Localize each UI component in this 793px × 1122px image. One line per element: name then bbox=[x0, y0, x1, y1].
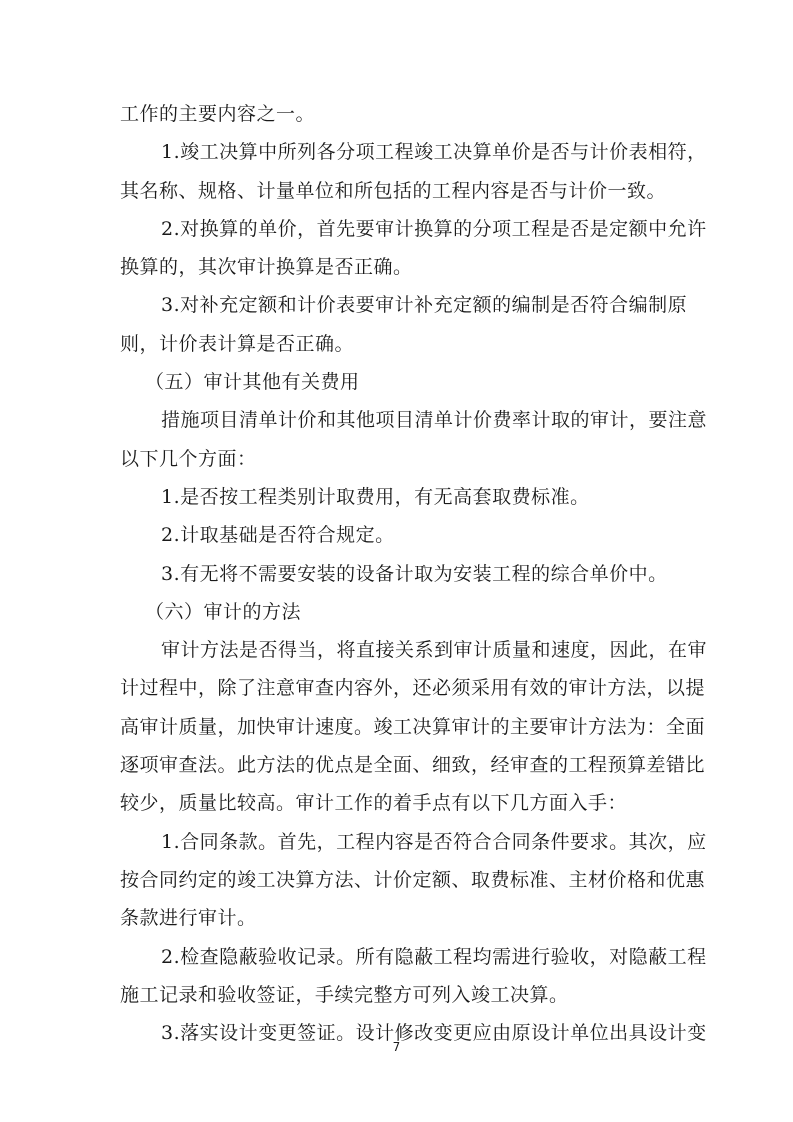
text-line: 逐项审查法。此方法的优点是全面、细致，经审查的工程预算差错比 bbox=[120, 754, 706, 777]
list-item-line: 2.计取基础是否符合规定。 bbox=[161, 524, 395, 547]
list-item-line: 2.对换算的单价，首先要审计换算的分项工程是否是定额中允许 bbox=[161, 217, 707, 240]
paragraph-start: 措施项目清单计价和其他项目清单计价费率计取的审计，要注意 bbox=[161, 409, 708, 432]
list-item-line: 1.合同条款。首先，工程内容是否符合合同条件要求。其次，应 bbox=[161, 830, 707, 853]
text-line: 以下几个方面： bbox=[120, 447, 257, 470]
text-line: 施工记录和验收签证，手续完整方可列入竣工决算。 bbox=[120, 983, 569, 1006]
text-line: 按合同约定的竣工决算方法、计价定额、取费标准、主材价格和优惠 bbox=[120, 868, 706, 891]
section-heading: （五）审计其他有关费用 bbox=[145, 371, 360, 394]
list-item-line: 3.对补充定额和计价表要审计补充定额的编制是否符合编制原 bbox=[161, 294, 688, 317]
text-line: 其名称、规格、计量单位和所包括的工程内容是否与计价一致。 bbox=[120, 179, 667, 202]
list-item-line: 3.落实设计变更签证。设计修改变更应由原设计单位出具设计变 bbox=[161, 1022, 707, 1045]
list-item-line: 1.竣工决算中所列各分项工程竣工决算单价是否与计价表相符， bbox=[161, 141, 707, 164]
text-line: 计过程中，除了注意审查内容外，还必须采用有效的审计方法，以提 bbox=[120, 677, 706, 700]
page-number: 7 bbox=[392, 1040, 401, 1054]
body-text bbox=[120, 95, 708, 1052]
list-item-line: 1.是否按工程类别计取费用，有无高套取费标准。 bbox=[161, 485, 590, 508]
text-line: 则，计价表计算是否正确。 bbox=[120, 332, 355, 355]
text-line: 条款进行审计。 bbox=[120, 907, 257, 930]
text-line: 工作的主要内容之一。 bbox=[120, 103, 316, 125]
text-line: 高审计质量，加快审计速度。竣工决算审计的主要审计方法为：全面 bbox=[120, 715, 706, 738]
paragraph-start: 审计方法是否得当，将直接关系到审计质量和速度，因此，在审 bbox=[161, 639, 708, 662]
section-heading: （六）审计的方法 bbox=[145, 600, 302, 623]
text-line: 换算的，其次审计换算是否正确。 bbox=[120, 256, 413, 279]
list-item-line: 2.检查隐蔽验收记录。所有隐蔽工程均需进行验收，对隐蔽工程 bbox=[161, 945, 707, 968]
list-item-line: 3.有无将不需要安装的设备计取为安装工程的综合单价中。 bbox=[161, 562, 668, 585]
text-line: 较少，质量比较高。审计工作的着手点有以下几方面入手： bbox=[120, 792, 628, 815]
